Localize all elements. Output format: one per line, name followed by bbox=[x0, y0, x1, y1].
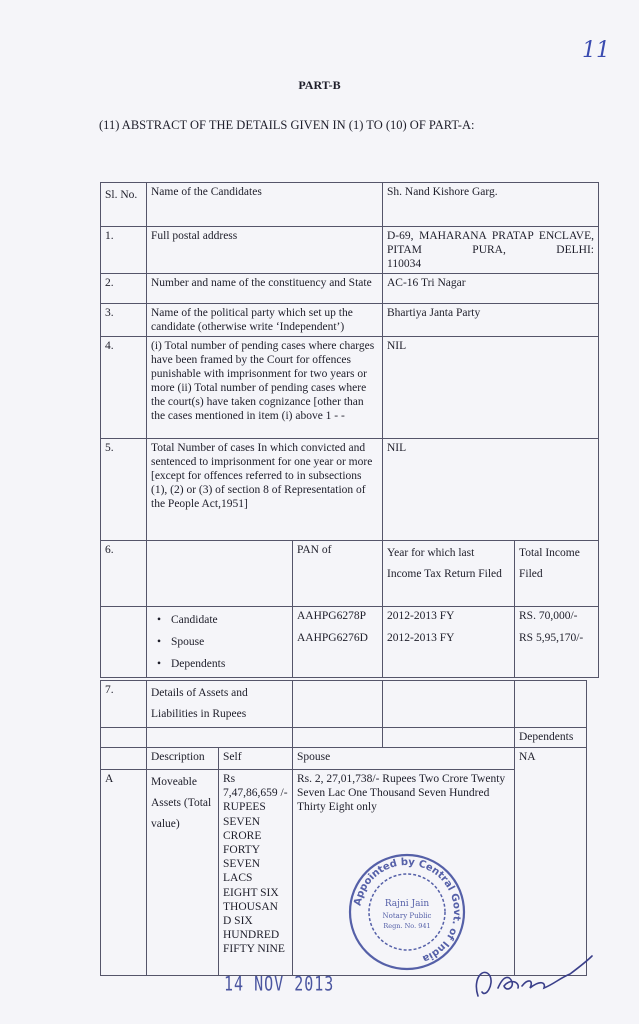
assets-liabilities-table bbox=[100, 680, 587, 976]
persons-list bbox=[147, 607, 293, 678]
constituency-value: AC-16 Tri Nagar bbox=[383, 274, 599, 304]
sl-no: 2. bbox=[101, 274, 147, 304]
party-value: Bhartiya Janta Party bbox=[383, 304, 599, 337]
table-row bbox=[101, 337, 599, 439]
dependents-value: NA bbox=[515, 748, 587, 976]
income-values: RS. 70,000/- RS 5,95,170/- bbox=[515, 607, 599, 678]
itr-year-values: 2012-2013 FY 2012-2013 FY bbox=[383, 607, 515, 678]
page-number: 11 bbox=[582, 38, 610, 63]
pan-values: AAHPG6278P AAHPG6276D bbox=[293, 607, 383, 678]
sl-no: 1. bbox=[101, 227, 147, 274]
row-label: Full postal address bbox=[147, 227, 383, 274]
postal-address-value: D-69, MAHARANA PRATAP ENCLAVE, PITAM PURA, DELHI: 110034 bbox=[383, 227, 599, 274]
moveable-assets-label: Moveable Assets (Total value) bbox=[147, 770, 219, 976]
table-row bbox=[101, 541, 599, 607]
list-item: • Dependents bbox=[171, 653, 288, 675]
row-label: Name of the political party which set up the candidate (otherwise write ‘Independent’) bbox=[147, 304, 383, 337]
empty-cell bbox=[383, 681, 515, 728]
table-row bbox=[101, 770, 587, 976]
sl-no: 3. bbox=[101, 304, 147, 337]
table-row bbox=[101, 748, 587, 770]
stamp-role: Notary Public bbox=[382, 912, 432, 920]
description-header: Description bbox=[147, 748, 219, 770]
document-title: PART-B bbox=[298, 78, 341, 92]
table-row bbox=[101, 607, 599, 678]
row-label: (i) Total number of pending cases where charges have been framed by the Court for offences punishable with imprisonment for two years or more (ii) Total number of pending cases where the court(s) have taken cognizance [other than the cases mentioned in item (i) above 1 - - bbox=[147, 337, 383, 439]
table-row bbox=[101, 274, 599, 304]
sl-no: 5. bbox=[101, 439, 147, 541]
table-row bbox=[101, 439, 599, 541]
dependents-header: Dependents bbox=[515, 728, 587, 748]
empty-cell bbox=[293, 681, 383, 728]
pending-cases-value: NIL bbox=[383, 337, 599, 439]
table-row bbox=[101, 681, 587, 728]
table-row bbox=[101, 183, 599, 227]
list-item: • Candidate bbox=[171, 609, 288, 631]
empty-cell bbox=[101, 607, 147, 678]
candidate-name-label: Name of the Candidates bbox=[147, 183, 383, 227]
empty-cell bbox=[383, 728, 515, 748]
self-header: Self bbox=[219, 748, 293, 770]
empty-cell bbox=[101, 748, 147, 770]
list-item: • Spouse bbox=[171, 631, 288, 653]
table-row bbox=[101, 227, 599, 274]
sl-no: 4. bbox=[101, 337, 147, 439]
self-assets-value: Rs 7,47,86,659 /- RUPEES SEVEN CRORE FORTY SEVEN LACS EIGHT SIX THOUSAN D SIX HUNDRED FIFTY NINE bbox=[219, 770, 293, 976]
table-row bbox=[101, 728, 587, 748]
row-label: Number and name of the constituency and State bbox=[147, 274, 383, 304]
section-heading: (11) ABSTRACT OF THE DETAILS GIVEN IN (1) TO (10) OF PART-A: bbox=[99, 118, 475, 132]
sl-no: 7. bbox=[101, 681, 147, 728]
itr-year-header: Year for which last Income Tax Return Filed bbox=[383, 541, 515, 607]
empty-cell bbox=[147, 728, 293, 748]
sl-no: A bbox=[101, 770, 147, 976]
stamp-ring-text: Appointed by Central Govt. of India bbox=[352, 856, 463, 965]
total-income-header: Total Income Filed bbox=[515, 541, 599, 607]
stamp-reg: Regn. No. 941 bbox=[383, 922, 431, 930]
candidate-name-value: Sh. Nand Kishore Garg. bbox=[383, 183, 599, 227]
spouse-assets-value: Rs. 2, 27,01,738/- Rupees Two Crore Twenty Seven Lac One Thousand Seven Hundred Thirty Eight only bbox=[293, 770, 515, 976]
candidate-details-table bbox=[100, 182, 599, 678]
row-label: Total Number of cases In which convicted and sentenced to imprisonment for one year or more [except for offences referred to in subsections (1), (2) or (3) of section 8 of Representation of the People Act,1951] bbox=[147, 439, 383, 541]
convicted-cases-value: NIL bbox=[383, 439, 599, 541]
table-row bbox=[101, 304, 599, 337]
empty-cell bbox=[293, 728, 383, 748]
empty-cell bbox=[515, 681, 587, 728]
sl-no-header: Sl. No. bbox=[101, 183, 147, 227]
empty-cell bbox=[101, 728, 147, 748]
date-stamp: 14 NOV 2013 bbox=[224, 972, 335, 996]
notary-stamp bbox=[347, 852, 467, 972]
pan-header: PAN of bbox=[293, 541, 383, 607]
sl-no: 6. bbox=[101, 541, 147, 607]
assets-title: Details of Assets and Liabilities in Rupees bbox=[147, 681, 293, 728]
signature bbox=[470, 948, 595, 1008]
spouse-header: Spouse bbox=[293, 748, 515, 770]
stamp-name: Rajni Jain bbox=[384, 899, 430, 909]
empty-cell bbox=[147, 541, 293, 607]
